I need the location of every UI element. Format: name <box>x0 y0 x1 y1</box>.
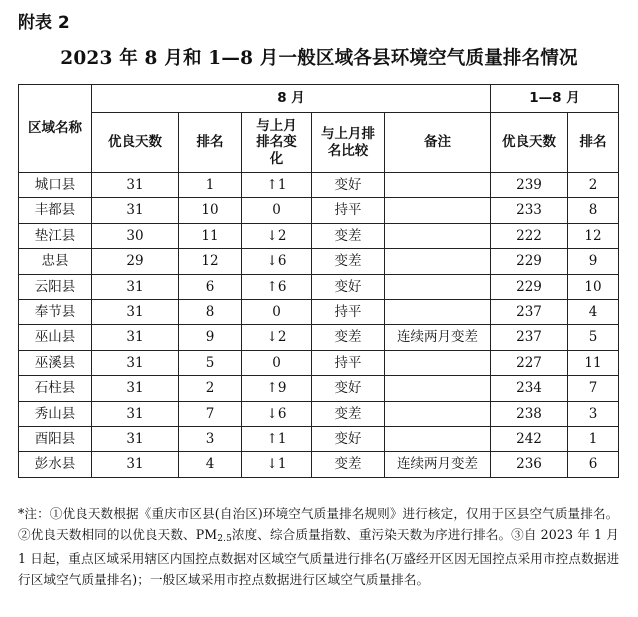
cell-ytd-rank: 9 <box>568 249 619 274</box>
cell-region: 奉节县 <box>19 299 92 324</box>
cell-rank: 1 <box>179 173 242 198</box>
cell-ytd-rank: 1 <box>568 426 619 451</box>
cell-rank: 11 <box>179 223 242 248</box>
cell-rank: 12 <box>179 249 242 274</box>
table-row <box>19 350 619 375</box>
cell-good-days: 31 <box>92 401 179 426</box>
cell-remark <box>385 299 491 324</box>
cell-region: 城口县 <box>19 173 92 198</box>
table-row <box>19 274 619 299</box>
cell-remark <box>385 426 491 451</box>
cell-region: 秀山县 <box>19 401 92 426</box>
cell-ytd-rank: 8 <box>568 198 619 223</box>
header-remark: 备注 <box>385 113 491 173</box>
cell-good-days: 31 <box>92 325 179 350</box>
cell-region: 垫江县 <box>19 223 92 248</box>
header-rank-compare: 与上月排名比较 <box>312 113 385 173</box>
cell-ytd-good-days: 237 <box>491 325 568 350</box>
cell-ytd-rank: 5 <box>568 325 619 350</box>
cell-ytd-rank: 2 <box>568 173 619 198</box>
footnote-subscript: 2.5 <box>217 534 232 544</box>
cell-remark <box>385 376 491 401</box>
cell-region: 巫溪县 <box>19 350 92 375</box>
cell-good-days: 30 <box>92 223 179 248</box>
page-title: 2023 年 8 月和 1—8 月一般区域各县环境空气质量排名情况 <box>60 48 578 69</box>
header-rank: 排名 <box>179 113 242 173</box>
cell-ytd-good-days: 237 <box>491 299 568 324</box>
cell-ytd-rank: 11 <box>568 350 619 375</box>
cell-ytd-good-days: 234 <box>491 376 568 401</box>
cell-rank-change: ↑6 <box>242 274 312 299</box>
cell-ytd-rank: 3 <box>568 401 619 426</box>
table-row <box>19 299 619 324</box>
cell-good-days: 31 <box>92 452 179 477</box>
cell-remark <box>385 350 491 375</box>
cell-rank: 5 <box>179 350 242 375</box>
appendix-label: 附表 2 <box>18 13 70 33</box>
table-row <box>19 401 619 426</box>
cell-rank-compare: 变好 <box>312 376 385 401</box>
cell-good-days: 31 <box>92 274 179 299</box>
cell-good-days: 31 <box>92 299 179 324</box>
table-row <box>19 426 619 451</box>
cell-remark <box>385 198 491 223</box>
table-row <box>19 325 619 350</box>
header-august-group: 8 月 <box>92 85 491 113</box>
table-row <box>19 249 619 274</box>
cell-remark <box>385 173 491 198</box>
ranking-table <box>18 84 619 478</box>
cell-good-days: 31 <box>92 198 179 223</box>
cell-rank-compare: 持平 <box>312 299 385 324</box>
cell-region: 丰都县 <box>19 198 92 223</box>
footnote-part2: 浓度、综合质量指数、重污染天数为序进行排名。③自 2023 年 1 月 1 日起，重点区域采用辖区内国控点数据对区域空气质量进行排名(万盛经开区因无国控点采用市控点数据进行区域空气质量排名)；一般区域采用市控点数据进行区域空气质量排名。 <box>18 527 620 587</box>
cell-remark <box>385 223 491 248</box>
cell-rank-change: ↓6 <box>242 249 312 274</box>
cell-region: 忠县 <box>19 249 92 274</box>
cell-rank-change: ↓2 <box>242 325 312 350</box>
cell-rank-change: 0 <box>242 350 312 375</box>
cell-ytd-rank: 4 <box>568 299 619 324</box>
cell-rank-compare: 变差 <box>312 223 385 248</box>
cell-rank: 4 <box>179 452 242 477</box>
cell-rank-compare: 变差 <box>312 452 385 477</box>
cell-rank: 9 <box>179 325 242 350</box>
cell-ytd-good-days: 222 <box>491 223 568 248</box>
cell-remark <box>385 249 491 274</box>
table-row <box>19 173 619 198</box>
cell-rank: 8 <box>179 299 242 324</box>
header-rank-change: 与上月排名变化 <box>242 113 312 173</box>
cell-ytd-good-days: 229 <box>491 249 568 274</box>
cell-rank-change: ↑1 <box>242 173 312 198</box>
footnote-part1: *注：①优良天数根据《重庆市区县(自治区)环境空气质量排名规则》进行核定，仅用于区县空气质量排名。②优良天数相同的以优良天数、PM <box>18 506 619 542</box>
cell-remark <box>385 274 491 299</box>
cell-rank-change: ↓6 <box>242 401 312 426</box>
header-ytd-rank: 排名 <box>568 113 619 173</box>
cell-rank-compare: 变好 <box>312 173 385 198</box>
cell-rank-change: ↑1 <box>242 426 312 451</box>
cell-rank-change: 0 <box>242 198 312 223</box>
cell-rank-change: ↑9 <box>242 376 312 401</box>
cell-rank-compare: 持平 <box>312 198 385 223</box>
table-row <box>19 223 619 248</box>
cell-remark <box>385 401 491 426</box>
header-ytd-group: 1—8 月 <box>491 85 619 113</box>
table-row <box>19 452 619 477</box>
cell-ytd-good-days: 239 <box>491 173 568 198</box>
cell-ytd-good-days: 238 <box>491 401 568 426</box>
cell-rank: 2 <box>179 376 242 401</box>
cell-rank: 7 <box>179 401 242 426</box>
cell-region: 云阳县 <box>19 274 92 299</box>
cell-rank-compare: 变差 <box>312 401 385 426</box>
cell-rank: 3 <box>179 426 242 451</box>
cell-ytd-rank: 10 <box>568 274 619 299</box>
cell-ytd-good-days: 233 <box>491 198 568 223</box>
cell-rank-change: 0 <box>242 299 312 324</box>
cell-good-days: 31 <box>92 173 179 198</box>
cell-rank-compare: 持平 <box>312 350 385 375</box>
cell-rank-change: ↓2 <box>242 223 312 248</box>
cell-region: 酉阳县 <box>19 426 92 451</box>
cell-remark: 连续两月变差 <box>385 452 491 477</box>
cell-region: 石柱县 <box>19 376 92 401</box>
cell-good-days: 31 <box>92 376 179 401</box>
cell-ytd-rank: 12 <box>568 223 619 248</box>
cell-ytd-rank: 6 <box>568 452 619 477</box>
cell-good-days: 29 <box>92 249 179 274</box>
cell-ytd-good-days: 229 <box>491 274 568 299</box>
footnote <box>18 503 622 590</box>
cell-ytd-rank: 7 <box>568 376 619 401</box>
cell-rank-compare: 变好 <box>312 274 385 299</box>
cell-rank-compare: 变好 <box>312 426 385 451</box>
cell-rank-change: ↓1 <box>242 452 312 477</box>
table-row <box>19 198 619 223</box>
cell-rank: 10 <box>179 198 242 223</box>
cell-good-days: 31 <box>92 426 179 451</box>
cell-region: 巫山县 <box>19 325 92 350</box>
header-ytd-good-days: 优良天数 <box>491 113 568 173</box>
table-row <box>19 376 619 401</box>
cell-good-days: 31 <box>92 350 179 375</box>
cell-rank-compare: 变差 <box>312 325 385 350</box>
cell-rank: 6 <box>179 274 242 299</box>
header-region: 区域名称 <box>19 85 92 173</box>
cell-ytd-good-days: 236 <box>491 452 568 477</box>
cell-region: 彭水县 <box>19 452 92 477</box>
cell-ytd-good-days: 227 <box>491 350 568 375</box>
cell-remark: 连续两月变差 <box>385 325 491 350</box>
header-good-days: 优良天数 <box>92 113 179 173</box>
cell-ytd-good-days: 242 <box>491 426 568 451</box>
cell-rank-compare: 变差 <box>312 249 385 274</box>
